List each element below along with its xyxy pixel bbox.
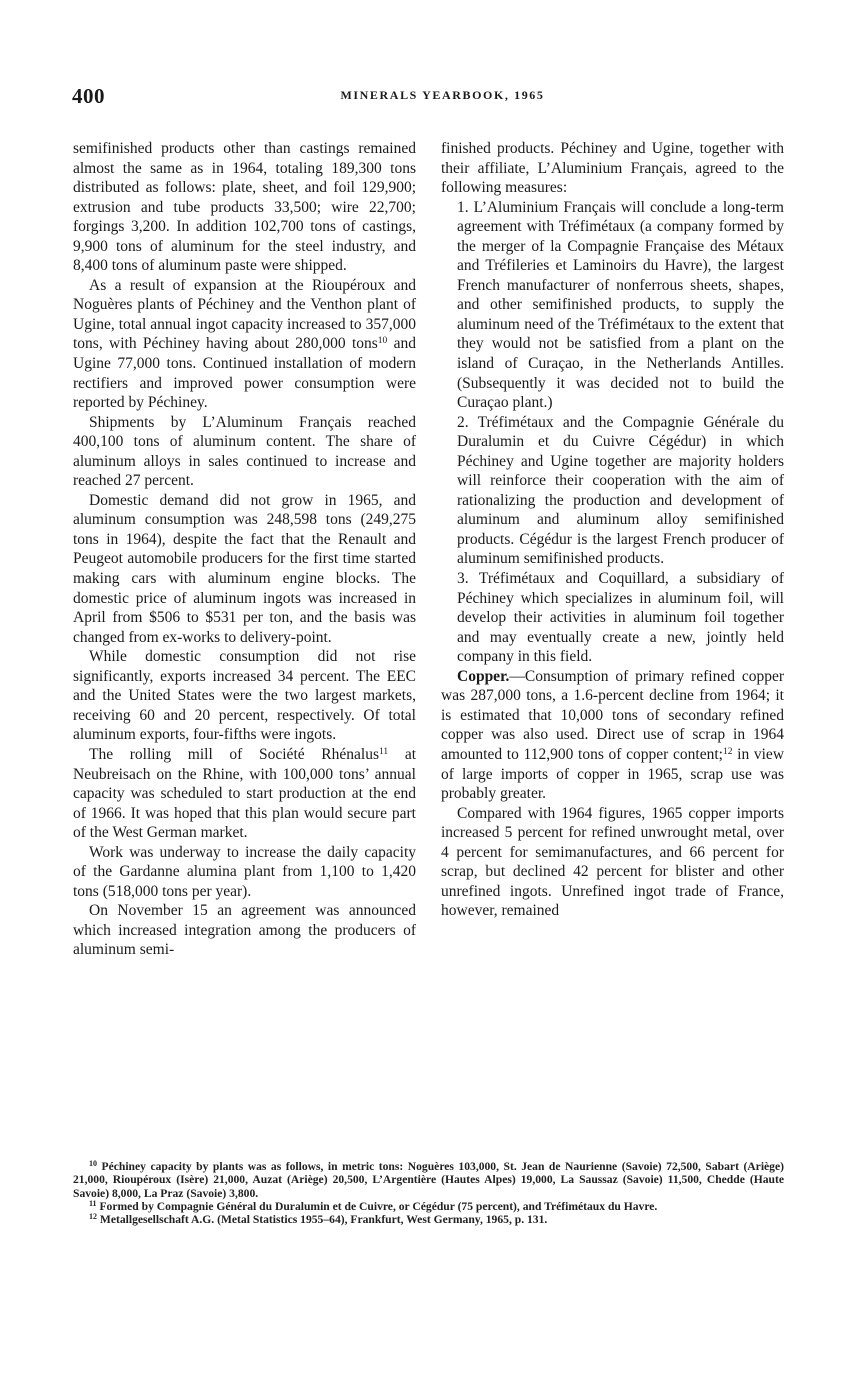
paragraph-text: in view of large imports of copper in 1965, scrap use was probably greater.	[441, 745, 785, 803]
paragraph: On November 15 an agreement was announced which increased integration among the producers of aluminum semi-	[73, 902, 416, 959]
paragraph: finished products. Péchiney and Ugine, together with their affiliate, L’Aluminium Français, agreed to the following measures:	[441, 140, 784, 197]
paragraph	[441, 667, 784, 804]
paragraph	[73, 276, 416, 413]
paragraph-text: —Consumption of primary refined copper was 287,000 tons, a 1.6-percent decline from 1964; it is estimated that 10,000 tons of secondary refined copper was also used. Direct use of scrap in 1964 amounted to 112,900 tons of copper content;	[441, 667, 784, 763]
list-item: 1. L’Aluminium Français will conclude a long-term agreement with Tréfimétaux (a company formed by the merger of la Compagnie Française des Métaux and Tréfileries et Laminoirs du Havre), the largest French manufacturer of nonferrous sheets, shapes, and other semifinished products, to supply the aluminum need of the Tréfimétaux to the extent that they would not be satisfied from a plant on the island of Curaçao, in the Netherlands Antilles. (Subsequently it was decided not to build the Curaçao plant.)	[457, 198, 784, 412]
footnote-ref-10: 10	[377, 336, 388, 347]
left-column	[73, 139, 416, 960]
paragraph	[73, 745, 416, 843]
paragraph: Compared with 1964 figures, 1965 copper imports increased 5 percent for refined unwrought metal, over 4 percent for semimanufactures, and 66 percent for scrap, but declined 42 percent for blister and other unrefined ingots. Unrefined ingot trade of France, however, remained	[441, 804, 784, 920]
footnote-text: Metallgesellschaft A.G. (Metal Statistics 1955–64), Frankfurt, West Germany, 1965, p. 131.	[97, 1213, 548, 1227]
paragraph: Domestic demand did not grow in 1965, and aluminum consumption was 248,598 tons (249,275 tons in 1964), despite the fact that the Renault and Peugeot automobile producers for the first time started making cars with aluminum engine blocks. The domestic price of aluminum ingots was increased in April from $506 to $531 per ton, and the basis was changed from ex-works to delivery-point.	[73, 491, 416, 646]
footnote-ref-12: 12	[722, 746, 733, 757]
footnotes	[73, 1160, 784, 1226]
footnote-text: Péchiney capacity by plants was as follows, in metric tons: Noguères 103,000, St. Jean de Naurienne (Savoie) 72,500, Sabart (Ariège) 21,000, Rioupéroux (Isère) 21,000, Auzat (Ariège) 20,500, L’Argentière (Hautes Alpes) 19,000, La Saussaz (Savoie) 11,500, Chedde (Haute Savoie) 8,000, La Praz (Savoie) 3,800.	[73, 1160, 784, 1200]
page-number: 400	[72, 84, 105, 108]
footnote-12	[73, 1213, 784, 1226]
paragraph-text: The rolling mill of Société Rhénalus	[89, 745, 379, 763]
footnote-marker: 12	[89, 1212, 97, 1222]
footnote-10	[73, 1160, 784, 1200]
paragraph: Shipments by L’Aluminum Français reached 400,100 tons of aluminum content. The share of aluminum alloys in sales continued to increase and reached 27 percent.	[73, 413, 416, 490]
paragraph-text: at Neubreisach on the Rhine, with 100,000 tons’ annual capacity was scheduled to start production at the end of 1966. It was hoped that this plan would secure part of the West German market.	[73, 745, 416, 842]
footnote-marker: 11	[89, 1198, 97, 1208]
list-item: 2. Tréfimétaux and the Compagnie Générale du Duralumin et du Cuivre Cégédur) in which Péchiney and Ugine together are majority holders will reinforce their cooperation with the aim of rationalizing the production and development of aluminum and aluminum alloy semifinished products. Cégédur is the largest French producer of aluminum semifinished products.	[457, 413, 784, 568]
footnote-text: Formed by Compagnie Général du Duralumin et de Cuivre, or Cégédur (75 percent), and Tréfimétaux du Havre.	[96, 1199, 658, 1213]
running-head: MINERALS YEARBOOK, 1965	[340, 88, 545, 102]
paragraph: Work was underway to increase the daily capacity of the Gardanne alumina plant from 1,100 to 1,420 tons (518,000 tons per year).	[73, 843, 416, 900]
right-column	[441, 139, 784, 921]
paragraph-text: and Ugine 77,000 tons. Continued installation of modern rectifiers and improved power consumption were reported by Péchiney.	[73, 335, 416, 412]
list-item: 3. Tréfimétaux and Coquillard, a subsidiary of Péchiney which specializes in aluminum foil, will develop their activities in aluminum foil together and may eventually create a new, jointly held company in this field.	[457, 570, 784, 666]
footnote-marker: 10	[89, 1159, 97, 1168]
paragraph: semifinished products other than castings remained almost the same as in 1964, totaling 189,300 tons distributed as follows: plate, sheet, and foil 129,900; extrusion and tube products 33,500; wire 22,700; forgings 3,200. In addition 102,700 tons of castings, 9,900 tons of aluminum for the steel industry, and 8,400 tons of aluminum paste were shipped.	[73, 140, 416, 275]
footnote-11	[73, 1200, 784, 1213]
paragraph-text: As a result of expansion at the Rioupéroux and Noguères plants of Péchiney and the Venthon plant of Ugine, total annual ingot capacity increased to 357,000 tons, with Péchiney having about 280,000 tons	[73, 276, 416, 353]
paragraph: While domestic consumption did not rise significantly, exports increased 34 percent. The EEC and the United States were the two largest markets, receiving 60 and 20 percent, respectively. Of total aluminum exports, four-fifths were ingots.	[73, 648, 416, 744]
section-heading-copper: Copper.	[457, 667, 510, 685]
footnote-ref-11: 11	[378, 746, 389, 757]
